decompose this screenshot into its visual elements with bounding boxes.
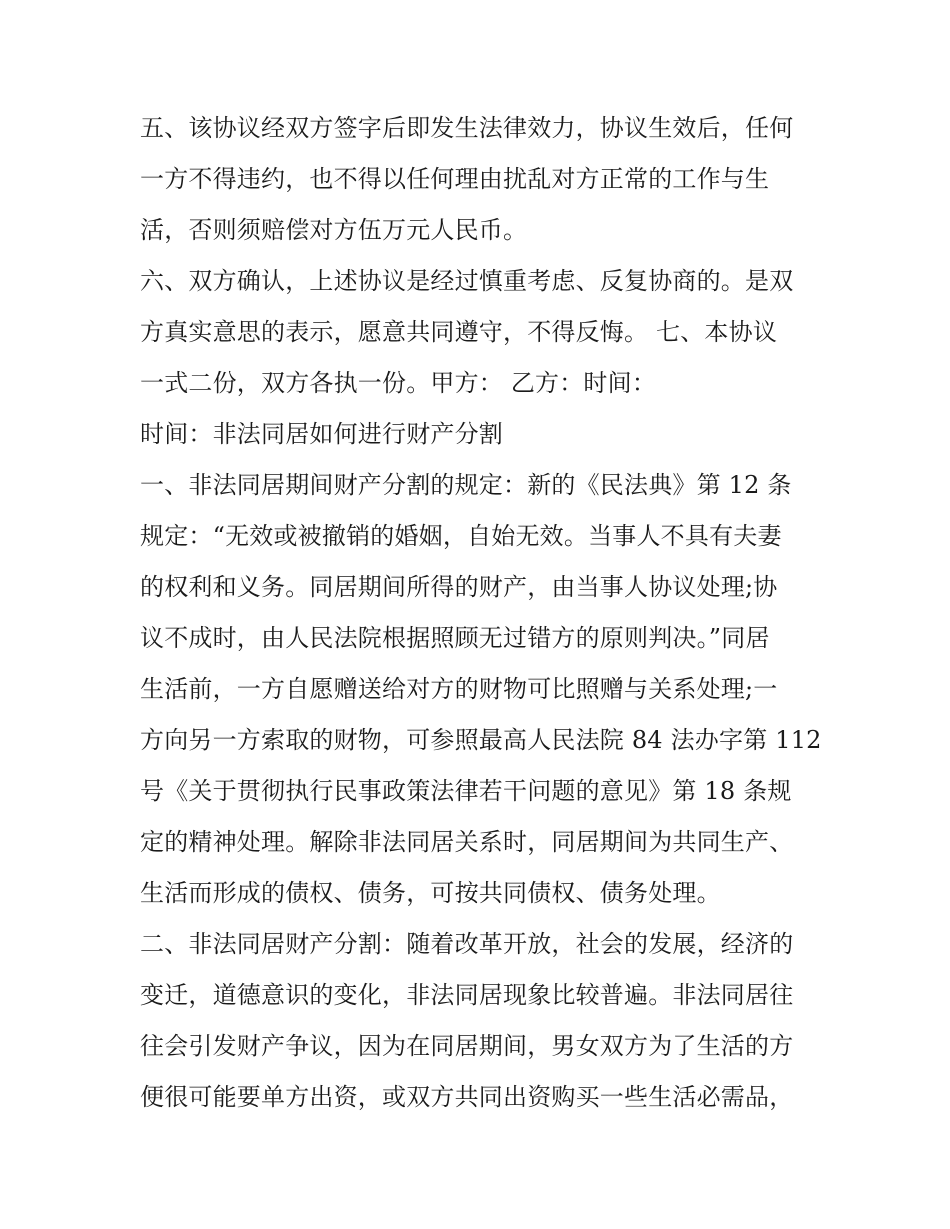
text-line: 一方不得违约，也不得以任何理由扰乱对方正常的工作与生 [140, 165, 770, 193]
text-line: 活，否则须赔偿对方伍万元人民币。 [140, 216, 528, 244]
text-line: 规定：“无效或被撤销的婚姻，自始无效。当事人不具有夫妻 [140, 522, 782, 550]
text-line: 便很可能要单方出资，或双方共同出资购买一些生活必需品， [140, 1083, 794, 1111]
text-line: 变迁，道德意识的变化，非法同居现象比较普遍。非法同居往 [140, 981, 794, 1009]
text-line: 一式二份，双方各执一份。甲方： 乙方：时间： [140, 369, 657, 397]
text-line: 时间：非法同居如何进行财产分割 [140, 420, 503, 448]
text-line: 生活而形成的债权、债务，可按共同债权、债务处理。 [140, 879, 721, 907]
text-line: 定的精神处理。解除非法同居关系时，同居期间为共同生产、 [140, 828, 794, 856]
text-line: 方向另一方索取的财物，可参照最高人民法院 84 法办字第 112 [140, 726, 822, 754]
text-line: 议不成时，由人民法院根据照顾无过错方的原则判决。”同居 [140, 624, 770, 652]
text-line: 六、双方确认，上述协议是经过慎重考虑、反复协商的。是双 [140, 267, 794, 295]
text-line: 生活前，一方自愿赠送给对方的财物可比照赠与关系处理;一 [140, 675, 778, 703]
text-line: 的权利和义务。同居期间所得的财产，由当事人协议处理;协 [140, 573, 778, 601]
text-line: 二、非法同居财产分割：随着改革开放，社会的发展，经济的 [140, 930, 794, 958]
text-line: 往会引发财产争议，因为在同居期间，男女双方为了生活的方 [140, 1032, 794, 1060]
text-line: 五、该协议经双方签字后即发生法律效力，协议生效后，任何 [140, 114, 794, 142]
text-line: 号《关于贯彻执行民事政策法律若干问题的意见》第 18 条规 [140, 777, 792, 805]
document-body [140, 103, 822, 1123]
text-line: 方真实意思的表示，愿意共同遵守，不得反悔。 七、本协议 [140, 318, 778, 346]
text-line: 一、非法同居期间财产分割的规定：新的《民法典》第 12 条 [140, 471, 792, 499]
